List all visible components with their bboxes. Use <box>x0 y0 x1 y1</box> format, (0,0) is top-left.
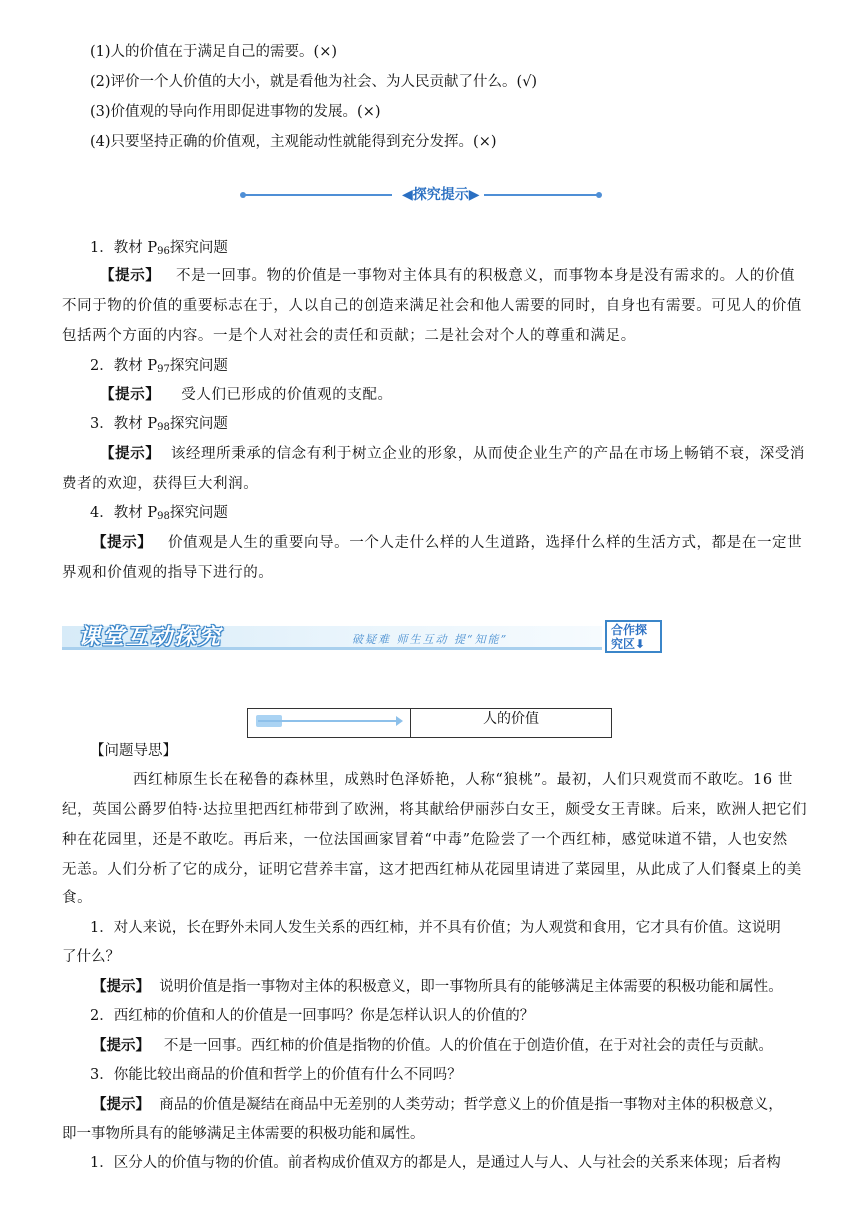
judgment-item-4: (4)只要坚持正确的价值观，主观能动性就能得到充分发挥。(×) <box>90 134 497 150</box>
story-line: 无恙。人们分析了它的成分，证明它营养丰富，这才把西红柿从花园里请进了菜园里，从此成了人们餐桌上的美 <box>62 862 802 878</box>
tip-label: 【提示】 <box>100 387 161 403</box>
guide-question-1-cont: 了什么？ <box>62 949 120 965</box>
tip-label: 【提示】 <box>100 268 161 284</box>
guide-answer-1: 【提示】 说明价值是指一事物对主体的积极意义，即一事物所具有的能够满足主体需要的积极功能和属性。 <box>92 979 783 995</box>
banner-title: 课堂互动探究 <box>78 624 223 650</box>
explore-answer-4: 【提示】 价值观是人生的重要向导。一个人走什么样的人生道路，选择什么样的生活方式，都是在一定世 <box>92 535 803 551</box>
explore-answer-2: 【提示】 受人们已形成的价值观的支配。 <box>100 387 393 403</box>
guide-question-2: 2．西红柿的价值和人的价值是一回事吗？你是怎样认识人的价值的？ <box>90 1008 535 1024</box>
story-line: 食。 <box>62 890 93 906</box>
judgment-item-1: (1)人的价值在于满足自己的需要。(×) <box>90 44 338 60</box>
explore-answer-1: 【提示】 不是一回事。物的价值是一事物对主体具有的积极意义，而事物本身是没有需求的。人的价值 <box>100 268 796 284</box>
summary-point-1: 1．区分人的价值与物的价值。前者构成价值双方的都是人，是通过人与人、人与社会的关系来体现；后者构 <box>90 1155 781 1171</box>
judgment-item-3: (3)价值观的导向作用即促进事物的发展。(×) <box>90 104 381 120</box>
explore-answer-3: 【提示】 该经理所秉承的信念有利于树立企业的形象，从而使企业生产的产品在市场上畅销不衰，深受消 <box>100 446 806 462</box>
story-line: 种在花园里，还是不敢吃。再后来，一位法国画家冒着“中毒”危险尝了一个西红柿，感觉味道不错，人也安然 <box>62 832 788 848</box>
tip-label: 【提示】 <box>92 1038 150 1054</box>
explore-question-2: 2．教材 $P_{97}$探究问题 <box>90 358 228 375</box>
story-line: 纪，英国公爵罗伯特·达拉里把西红柿带到了欧洲，将其献给伊丽莎白女王，颇受女王青睐。后来，欧洲人把它们 <box>62 802 808 818</box>
explore-answer-3-cont: 费者的欢迎，获得巨大利润。 <box>62 476 259 492</box>
explore-answer-1-cont: 包括两个方面的内容。一是个人对社会的责任和贡献；二是社会对个人的尊重和满足。 <box>62 328 636 344</box>
cooperative-zone-badge: 合作探 究区⬇ <box>605 620 662 653</box>
section-header-box <box>247 708 612 738</box>
banner-subtitle: 破疑难 师生互动 提“知能” <box>352 633 509 646</box>
tip-label: 【提示】 <box>100 446 161 462</box>
story-line: 西红柿原生长在秘鲁的森林里，成熟时色泽娇艳，人称“狼桃”。最初，人们只观赏而不敢吃。16 世 <box>133 772 793 788</box>
explore-question-3: 3．教材 $P_{98}$探究问题 <box>90 416 228 433</box>
tip-label: 【提示】 <box>92 979 150 995</box>
classroom-interaction-banner <box>62 620 662 654</box>
tip-label: 【提示】 <box>92 535 153 551</box>
tip-label: 【提示】 <box>92 1097 150 1113</box>
guide-question-3: 3．你能比较出商品的价值和哲学上的价值有什么不同吗？ <box>90 1067 462 1083</box>
guide-question-1: 1．对人来说，长在野外未同人发生关系的西红柿，并不具有价值；为人观赏和食用，它才具有价值。这说明 <box>90 920 781 936</box>
explore-question-4: 4．教材 $P_{98}$探究问题 <box>90 505 228 522</box>
explore-tips-label: ◀探究提示▶ <box>402 187 480 203</box>
explore-answer-4-cont: 界观和价值观的指导下进行的。 <box>62 565 274 581</box>
section-arrow-decoration <box>248 709 411 737</box>
explore-tips-divider <box>240 186 602 204</box>
guide-label: 【问题导思】 <box>90 743 177 759</box>
explore-answer-1-cont: 不同于物的价值的重要标志在于，人以自己的创造来满足社会和他人需要的同时，自身也有需要。可见人的价值 <box>62 298 802 314</box>
guide-answer-2: 【提示】 不是一回事。西红柿的价值是指物的价值。人的价值在于创造价值，在于对社会的责任与贡献。 <box>92 1038 773 1054</box>
section-title: 人的价值 <box>483 711 539 727</box>
guide-answer-3-cont: 即一事物所具有的能够满足主体需要的积极功能和属性。 <box>62 1126 425 1142</box>
judgment-item-2: (2)评价一个人价值的大小，就是看他为社会、为人民贡献了什么。(√) <box>90 74 538 90</box>
guide-answer-3: 【提示】 商品的价值是凝结在商品中无差别的人类劳动；哲学意义上的价值是指一事物对主体的积极意义， <box>92 1097 783 1113</box>
explore-question-1: 1．教材 $P_{96}$探究问题 <box>90 240 228 257</box>
